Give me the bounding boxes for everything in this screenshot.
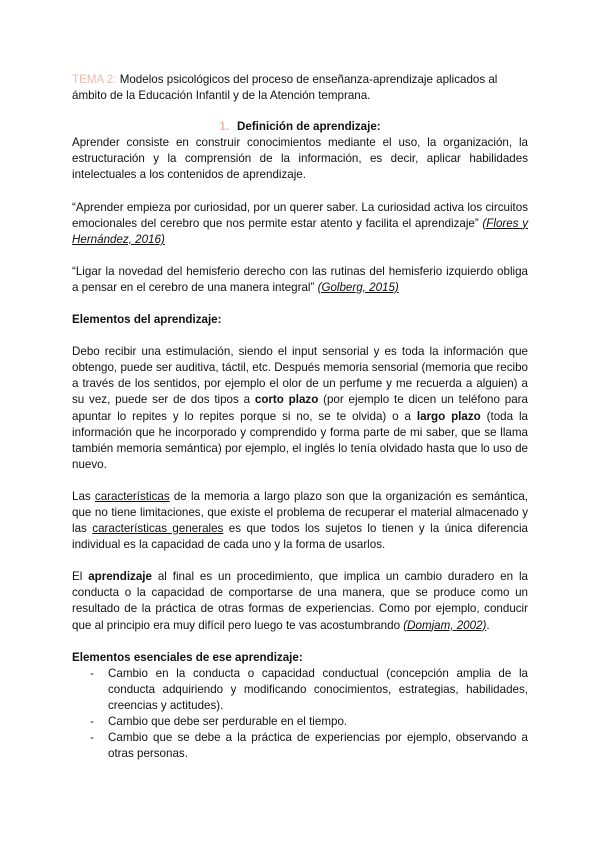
paragraph-aprendizaje [72,569,528,633]
list-item-text: Cambio que se debe a la práctica de experiencias por ejemplo, observando a otras personas. [108,731,528,761]
section-heading-elementos: Elementos del aprendizaje: [72,313,222,327]
list-item [72,666,528,714]
citation-golberg: (Golberg, 2015) [317,280,399,294]
section-heading-esenciales: Elementos esenciales de ese aprendizaje: [72,650,303,664]
quote-hemisferio [72,264,528,296]
text-run: El [72,570,83,584]
quote-text: “Ligar la novedad del hemisferio derecho con las rutinas del hemisferio izquierdo obliga a pensar en el cerebro de una manera integral” [72,264,528,294]
list-item-text: Cambio que debe ser perdurable en el tiempo. [108,715,348,728]
paragraph-memoria [72,344,528,473]
section-heading-text: Definición de aprendizaje: [237,120,381,134]
text-run: Las [72,489,91,503]
paragraph-caracteristicas [72,489,528,553]
text-run: Debo recibir una estimulación, siendo el input sensorial y es toda la información que obtengo, puede ser auditiva, táctil, etc. Después memoria sensorial (memoria que recibo a través de los sentidos, por ejemplo el olor de un perfume y me recuerda a alguien) a su vez, puede ser de dos tipos a [72,345,528,407]
text-run: (toda la información que he incorporado y comprendido y forma parte de mi saber, que se llama también memoria semántica) por ejemplo, el inglés lo tenía olvidado hasta que lo uso de nuevo. [72,409,528,471]
bullet-dash: - [90,715,94,728]
section-number: 1. [219,120,229,134]
underlined-term: características [94,489,170,503]
bold-term-corto-plazo: corto plazo [254,393,319,407]
quote-text: “Aprender empieza por curiosidad, por un querer saber. La curiosidad activa los circuitos emocionales del cerebro que nos permite estar atento y facilita el aprendizaje” [72,200,528,230]
bullet-dash: - [90,731,94,745]
document-title [72,72,528,104]
citation-domjam: (Domjam, 2002) [403,618,487,632]
citation-flores: (Flores y Hernández, 2016) [72,216,528,246]
text-run: (por ejemplo te dicen un teléfono para apuntar lo repites y lo repites porque si no, se te olvida) o a [72,393,528,423]
list-item [72,714,528,730]
tema-label: TEMA 2: [72,73,117,86]
definition-paragraph: Aprender consiste en construir conocimientos mediante el uso, la organización, la estructuración y la comprensión de la información, es decir, aplicar habilidades intelectuales a los contenidos de aprendizaje. [72,136,528,182]
bullet-dash: - [90,666,94,680]
essential-list [72,666,528,763]
tema-title: Modelos psicológicos del proceso de enseñanza-aprendizaje aplicados al ámbito de la Educación Infantil y de la Atención temprana. [72,73,498,103]
bold-term-largo-plazo: largo plazo [416,409,481,423]
text-run: . [486,618,490,632]
underlined-term: características generales [92,522,224,536]
list-item-text: Cambio en la conducta o capacidad conductual (concepción amplia de la conducta adquiriendo y modificando conocimientos, estrategias, habilidades, creencias y actitudes). [108,666,528,712]
list-item [72,730,528,762]
text-run: al final es un procedimiento, que implica un cambio duradero en la conducta o la capacidad de comportarse de una manera, que se produce como un resultado de la práctica de otras formas de experiencias. Como por ejemplo, conducir que al principio era muy difícil pero luego te vas acostumbrando [72,570,528,632]
text-run: de la memoria a largo plazo son que la organización es semántica, que no tiene limitaciones, que existe el problema de recuperar el material almacenado y las [72,489,529,536]
text-run: es que todos los sujetos lo tienen y la única diferencia individual es la capacidad de cada uno y la forma de usarlos. [72,522,528,552]
bold-term-aprendizaje: aprendizaje [88,570,152,584]
section-heading-definicion [72,119,528,135]
quote-curiosidad [72,200,528,248]
